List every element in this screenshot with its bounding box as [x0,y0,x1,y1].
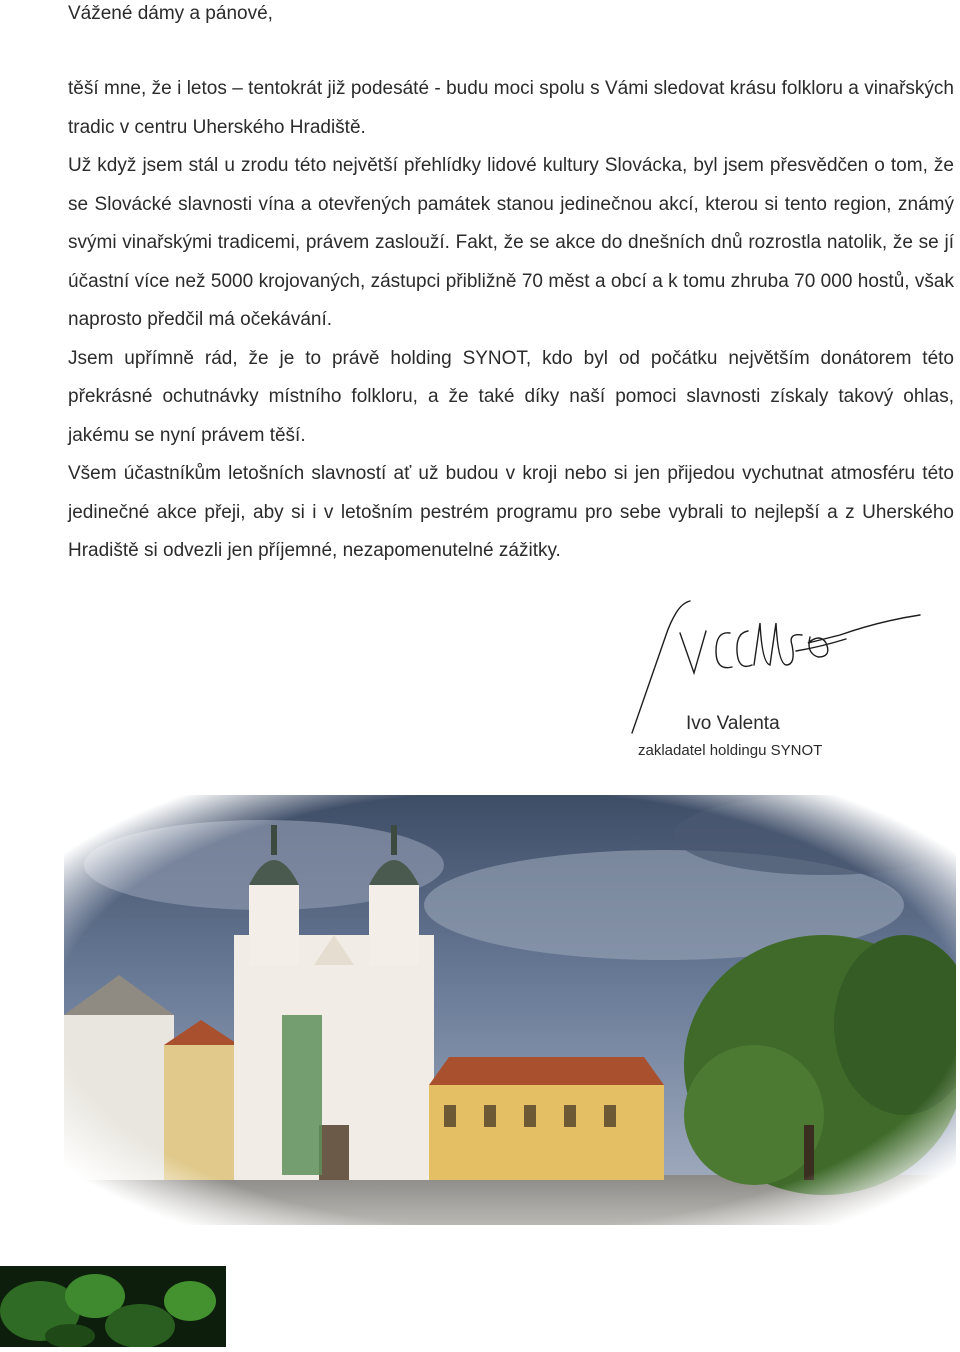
letter-paragraph-4: Všem účastníkům letošních slavností ať už budou v kroji nebo si jen přijedou vychutnat atmosféru této jedinečné akce přeji, aby si i v letošním pestrém programu pro sebe vybrali to nejlepší a z Uherského Hradiště si odvezli jen příjemné, nezapomenutelné zážitky. [68,463,954,561]
letter-paragraph-1: těší mne, že i letos – tentokrát již podesáté - budu moci spolu s Vámi sledovat krásu folkloru a vinařských tradic v centru Uherského Hradiště. [68,78,954,138]
town-square-photo [64,795,956,1225]
foliage-photo-corner [0,1266,226,1347]
letter-paragraph-3: Jsem upřímně rád, že je to právě holding SYNOT, kdo byl od počátku největším donátorem této překrásné ochutnávky místního folkloru, a že také díky naší pomoci slavnosti získaly takový ohlas, jakému se nyní právem těší. [68,347,954,446]
handwritten-signature [620,595,940,765]
letter-greeting: Vážené dámy a pánové, [68,3,273,24]
letter-body [68,70,954,571]
signatory-name: Ivo Valenta [686,713,780,734]
signatory-role: zakladatel holdingu SYNOT [638,742,823,759]
letter-paragraph-2: Už když jsem stál u zrodu této největší přehlídky lidové kultury Slovácka, byl jsem přesvědčen o tom, že se Slovácké slavnosti vína a otevřených památek stanou jedinečnou akcí, kterou si tento region, známý svými vinařskými tradicemi, právem zaslouží. Fakt, že se akce do dnešních dnů rozrostla natolik, že se jí účastní více než 5000 krojovaných, zástupci přibližně 70 měst a obcí a k tomu zhruba 70 000 hostů, však naprosto předčil má očekávání. [68,155,954,330]
